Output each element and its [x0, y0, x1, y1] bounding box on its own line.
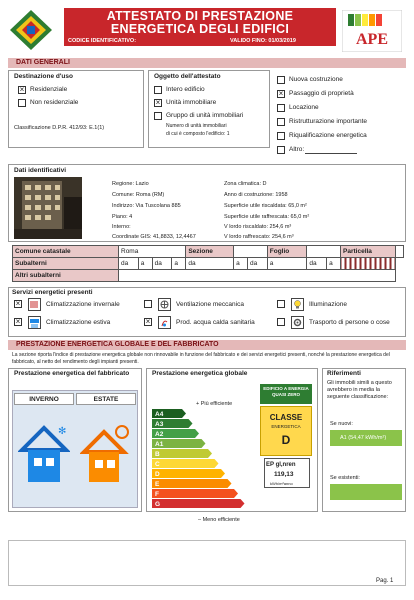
identificativi-title: Dati identificativi	[14, 167, 67, 174]
ep-value: 119,13	[274, 471, 294, 478]
riferimenti-text: Gli immobili simili a questo avrebbero in media la seguente classificazione:	[327, 380, 392, 400]
classe-value: D	[281, 433, 291, 447]
trasporto-label: Trasporto di persone o cose	[309, 319, 390, 326]
vent-label: Ventilazione meccanica	[176, 301, 244, 308]
intero-edificio-label: Intero edificio	[166, 86, 205, 93]
destinazione-box	[8, 70, 144, 148]
air-conditioner-icon	[28, 316, 41, 329]
residenziale-checkbox[interactable]: ×	[19, 85, 25, 94]
class-arrow-E	[152, 479, 232, 488]
piano: Piano: 4	[112, 214, 133, 220]
document-title: ATTESTATO DI PRESTAZIONE ENERGETICA DEGLI EDIFICI	[106, 9, 294, 36]
altro-line	[305, 153, 357, 154]
nuova-costruzione-label: Nuova costruzione	[289, 76, 343, 83]
acs-label: Prod. acqua calda sanitaria	[176, 319, 255, 326]
particella-label: Particella	[341, 246, 396, 258]
clima-est-checkbox[interactable]: ×	[15, 317, 21, 326]
class-arrow-D	[152, 469, 225, 478]
se-esistenti-value	[330, 484, 402, 500]
riferimenti-title: Riferimenti	[327, 370, 361, 377]
coordinate: Coordinate GIS: 41,8833, 12,4467	[112, 234, 196, 240]
class-arrow-F	[152, 489, 238, 498]
comune-catastale-label: Comune catastale	[13, 246, 119, 258]
passaggio-checkbox[interactable]: ×	[278, 89, 284, 98]
subalterni-da-1: da	[119, 258, 139, 270]
passaggio-label: Passaggio di proprietà	[289, 90, 354, 97]
svg-text:✻: ✻	[58, 426, 67, 437]
foglio-label: Foglio	[267, 246, 307, 258]
lightbulb-icon	[291, 298, 304, 311]
prestazione-bar: PRESTAZIONE ENERGETICA GLOBALE E DEL FABBRICATO	[8, 340, 406, 350]
se-nuovi-label: Se nuovi:	[330, 421, 353, 427]
ape-logo	[342, 10, 402, 52]
non-residenziale-label: Non residenziale	[30, 99, 79, 106]
piu-efficiente-label	[196, 400, 232, 408]
page-number: Pag. 1	[376, 578, 394, 584]
plus-icon: +	[196, 401, 201, 407]
class-arrow-C	[152, 459, 219, 468]
radiator-icon	[28, 298, 41, 311]
ep-label: EP gl,nren	[266, 462, 296, 468]
gruppo-unita-checkbox[interactable]	[154, 112, 162, 120]
superficie-riscaldata: Superficie utile riscaldata: 65,0 m²	[224, 203, 307, 209]
ristrutturazione-checkbox[interactable]	[277, 118, 285, 126]
svg-text:APE: APE	[356, 31, 388, 48]
locazione-label: Locazione	[289, 104, 319, 111]
riqualificazione-label: Riqualificazione energetica	[289, 132, 367, 139]
num-unita-label: Numero di unità immobiliari	[166, 123, 227, 129]
gear-icon	[291, 316, 304, 329]
subalterni-a-3: a	[234, 258, 248, 270]
unita-immobiliare-label: Unità immobiliare	[166, 99, 217, 106]
indirizzo: Indirizzo: Via Tuscolana 885	[112, 203, 181, 209]
subalterni-pattern	[341, 258, 396, 270]
ristrutturazione-label: Ristrutturazione importante	[289, 118, 368, 125]
servizi-title: Servizi energetici presenti	[12, 289, 93, 296]
altri-subalterni-value	[119, 270, 396, 282]
subalterni-da-3: da	[186, 258, 234, 270]
footer-box	[8, 540, 406, 586]
comune: Comune: Roma (RM)	[112, 192, 165, 198]
destinazione-title: Destinazione d'uso	[14, 73, 73, 80]
class-label-A1: A1	[155, 441, 164, 448]
minus-icon: –	[198, 517, 203, 523]
validity-label: VALIDO FINO: 01/03/2019	[230, 38, 296, 44]
class-label-A3: A3	[155, 421, 164, 428]
building-photo	[14, 177, 82, 239]
class-label-A4: A4	[155, 411, 164, 418]
se-esistenti-label: Se esistenti:	[330, 475, 360, 481]
se-nuovi-value: A1 (54,47 kWh/m²)	[330, 430, 402, 446]
energy-class-scale	[152, 409, 252, 513]
volume-raffrescato: V lordo raffrescato: 254,6 m³	[224, 234, 294, 240]
subalterni-da-2: da	[152, 258, 172, 270]
catastale-table	[12, 245, 404, 282]
class-label-F: F	[155, 491, 159, 498]
class-label-G: G	[155, 501, 161, 508]
hot-water-icon	[158, 316, 171, 329]
class-label-B: B	[155, 451, 160, 458]
subalterni-a-5: a	[327, 258, 341, 270]
meno-efficiente-text: Meno efficiente	[202, 517, 240, 523]
residenziale-label: Residenziale	[30, 86, 68, 93]
illum-label: Illuminazione	[309, 301, 347, 308]
italy-emblem-logo	[8, 8, 54, 52]
comune-catastale-value: Roma	[119, 246, 186, 258]
subalterni-da-5: da	[307, 258, 327, 270]
winter-house-icon	[18, 420, 70, 490]
clima-inv-checkbox[interactable]: ×	[15, 299, 21, 308]
nuova-costruzione-checkbox[interactable]	[277, 76, 285, 84]
meno-efficiente-label	[198, 516, 240, 524]
subalterni-label: Subalterni	[13, 258, 119, 270]
globale-title: Prestazione energetica globale	[152, 370, 248, 377]
subalterni-da-4: da	[248, 258, 268, 270]
sezione-value	[234, 246, 268, 258]
classe-sub: ENERGETICA	[271, 424, 301, 429]
class-label-E: E	[155, 481, 160, 488]
class-arrow-G	[152, 499, 245, 508]
riqualificazione-checkbox[interactable]	[277, 132, 285, 140]
dati-generali-bar: DATI GENERALI	[8, 58, 406, 68]
sezione-label: Sezione	[186, 246, 234, 258]
superficie-raffrescata: Superficie utile raffrescata: 65,0 m²	[224, 214, 310, 220]
clima-inv-label: Climatizzazione invernale	[46, 301, 120, 308]
di-cui-label: di cui è composto l'edificio: 1	[166, 131, 230, 137]
intero-edificio-checkbox[interactable]	[154, 86, 162, 94]
piu-efficiente-text: Più efficiente	[200, 401, 233, 407]
estate-label: ESTATE	[76, 393, 136, 405]
illum-checkbox[interactable]	[277, 300, 285, 308]
ventilation-icon	[158, 298, 171, 311]
classe-label: CLASSE	[269, 413, 303, 422]
altro-label: Altro:	[289, 146, 305, 153]
subalterni-a-2: a	[172, 258, 186, 270]
class-label-A2: A2	[155, 431, 164, 438]
ep-unit: kWh/m²anno	[270, 481, 293, 486]
code-label: CODICE IDENTIFICATIVO:	[68, 38, 137, 44]
vent-checkbox[interactable]	[144, 300, 152, 308]
subalterni-a-4: a	[267, 258, 307, 270]
inverno-label: INVERNO	[14, 393, 74, 405]
acs-checkbox[interactable]: ×	[145, 317, 151, 326]
clima-est-label: Climatizzazione estiva	[46, 319, 111, 326]
unita-immobiliare-checkbox[interactable]: ×	[155, 98, 161, 107]
classificazione: Classificazione D.P.R. 412/93: E.1(1)	[14, 125, 105, 131]
locazione-checkbox[interactable]	[277, 104, 285, 112]
altro-checkbox[interactable]	[277, 146, 285, 154]
non-residenziale-checkbox[interactable]	[18, 99, 26, 107]
class-label-C: C	[155, 461, 160, 468]
gruppo-unita-label: Gruppo di unità immobiliari	[166, 112, 244, 119]
volume-riscaldato: V lordo riscaldato: 254,6 m³	[224, 224, 292, 230]
foglio-value	[307, 246, 341, 258]
oggetto-title: Oggetto dell'attestato	[154, 73, 221, 80]
subalterni-a-1: a	[138, 258, 152, 270]
fabbricato-title: Prestazione energetica del fabbricato	[14, 370, 130, 377]
class-arrow-B	[152, 449, 212, 458]
altri-subalterni-label: Altri subalterni	[13, 270, 119, 282]
trasporto-checkbox[interactable]	[277, 318, 285, 326]
anno-costruzione: Anno di costruzione: 1958	[224, 192, 288, 198]
zona-climatica: Zona climatica: D	[224, 181, 267, 187]
particella-value	[395, 246, 403, 258]
class-label-D: D	[155, 471, 160, 478]
summer-house-icon	[80, 420, 134, 490]
nzeb-badge: EDIFICIO A ENERGIA QUASI ZERO	[260, 384, 312, 404]
regione: Regione: Lazio	[112, 181, 149, 187]
prestazione-desc: La sezione riporta l'indice di prestazione energetica globale non rinnovabile in funzione del fabbricato e dei servizi energetici presenti, nonché la prestazione energetica del fabbricato, al netto del rendimento degli impianti presenti.	[12, 352, 390, 365]
interno: Interno:	[112, 224, 131, 230]
